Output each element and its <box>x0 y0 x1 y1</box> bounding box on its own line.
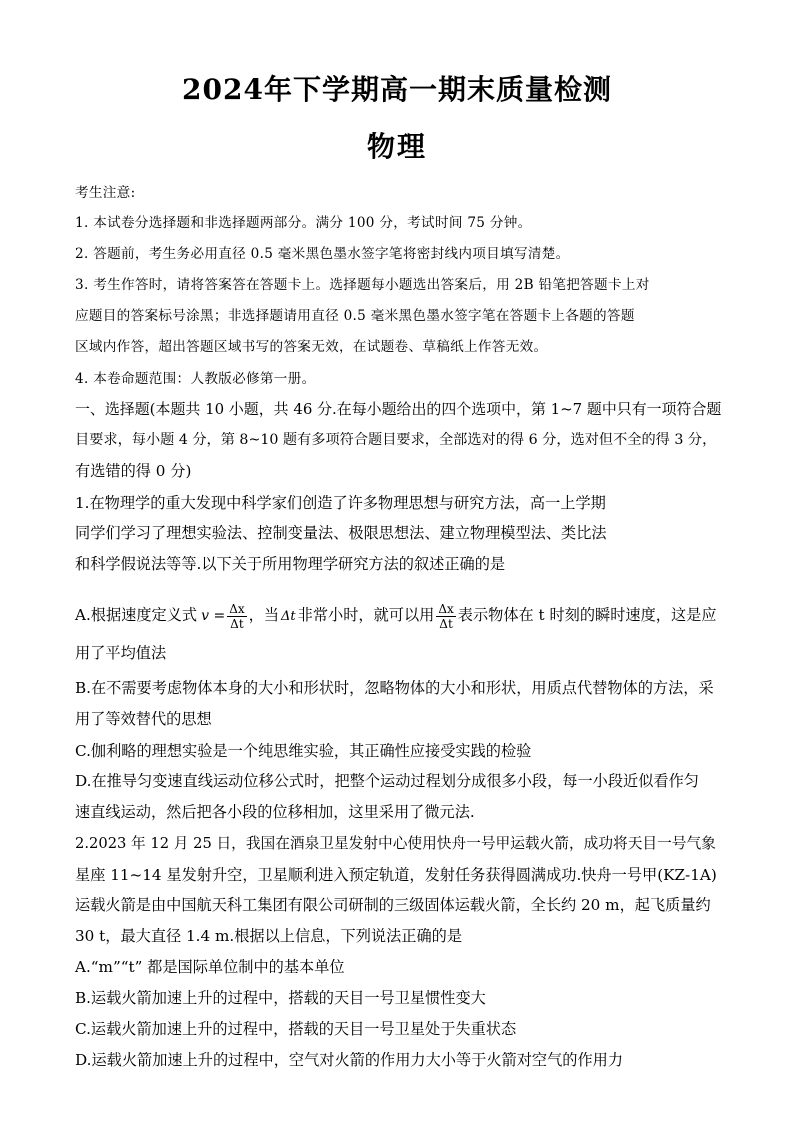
question-2-stem: 运载火箭是由中国航天科工集团有限公司研制的三级固体运载火箭，全长约 20 m，起飞质量约 <box>75 896 711 914</box>
question-2-stem: 2.2023 年 12 月 25 日，我国在酒泉卫星发射中心使用快舟一号甲运载火箭，成功将天目一号气象 <box>75 835 716 852</box>
question-2-stem: 星座 11~14 星发射升空，卫星顺利进入预定轨道，发射任务获得圆满成功.快舟一号甲(KZ-1A) <box>75 866 717 884</box>
notice-item: 4. 本卷命题范围：人教版必修第一册。 <box>75 371 316 387</box>
question-1-option-b: 用了等效替代的思想 <box>75 710 212 728</box>
delta-t-symbol: Δt <box>281 609 296 624</box>
velocity-symbol: v = <box>201 608 226 624</box>
option-a-text: A.根据速度定义式 <box>75 606 198 624</box>
question-2-stem: 30 t，最大直径 1.4 m.根据以上信息，下列说法正确的是 <box>75 927 463 945</box>
section-heading: 有选错的得 0 分) <box>75 462 192 480</box>
notice-item: 1. 本试卷分选择题和非选择题两部分。满分 100 分，考试时间 75 分钟。 <box>75 215 532 231</box>
notice-heading: 考生注意: <box>75 185 136 201</box>
notice-item: 区域内作答，超出答题区域书写的答案无效，在试题卷、草稿纸上作答无效。 <box>75 339 548 355</box>
question-2-option-d: D.运载火箭加速上升的过程中，空气对火箭的作用力大小等于火箭对空气的作用力 <box>75 1051 624 1069</box>
ratio-fraction: $\frac{\Delta x}{\Delta t}$ <box>438 601 454 631</box>
question-1-option-b: B.在不需要考虑物体本身的大小和形状时，忽略物体的大小和形状，用质点代替物体的方法，采 <box>75 679 714 697</box>
subject-title: 物理 <box>366 130 427 163</box>
question-2-option-c: C.运载火箭加速上升的过程中，搭载的天目一号卫星处于失重状态 <box>75 1020 517 1038</box>
exam-title: 2024年下学期高一期末质量检测 <box>182 73 612 106</box>
notice-item: 2. 答题前，考生务必用直径 0.5 毫米黑色墨水签字笔将密封线内项目填写清楚。 <box>75 246 570 262</box>
question-2-option-a: A.“m”“t” 都是国际单位制中的基本单位 <box>75 958 345 976</box>
question-1-option-c: C.伽利略的理想实验是一个纯思维实验，其正确性应接受实践的检验 <box>75 742 532 760</box>
velocity-fraction: $\frac{\Delta x}{\Delta t}$ <box>229 601 245 631</box>
question-2-option-b: B.运载火箭加速上升的过程中，搭载的天目一号卫星惯性变大 <box>75 989 486 1007</box>
notice-item: 3. 考生作答时，请将答案答在答题卡上。选择题每小题选出答案后，用 2B 铅笔把答题卡上对 <box>75 277 650 293</box>
question-1-option-d: D.在推导匀变速直线运动位移公式时，把整个运动过程划分成很多小段，每一小段近似看作匀 <box>75 772 699 790</box>
question-1-stem: 1.在物理学的重大发现中科学家们创造了许多物理思想与研究方法，高一上学期 <box>75 494 606 512</box>
notice-item: 应题目的答案标号涂黑；非选择题请用直径 0.5 毫米黑色墨水签字笔在答题卡上各题的答题 <box>75 308 635 324</box>
question-1-stem: 同学们学习了理想实验法、控制变量法、极限思想法、建立物理模型法、类比法 <box>75 524 607 542</box>
section-heading: 一、选择题(本题共 10 小题，共 46 分.在每小题给出的四个选项中，第 1~7 题中只有一项符合题 <box>75 400 722 418</box>
section-heading: 目要求，每小题 4 分，第 8~10 题有多项符合题目要求，全部选对的得 6 分，选对但不全的得 3 分， <box>75 432 717 448</box>
question-1-option-d: 速直线运动，然后把各小段的位移相加，这里采用了微元法. <box>75 803 475 821</box>
question-1-option-a: A.根据速度定义式 v = $\frac{\Delta x}{\Delta t}$ ，当 Δt 非常小时，就可以用 $\frac{\Delta x}{\Delta t}$ 表示物体在 t 时刻的瞬时速度，这是应 <box>75 598 725 634</box>
question-1-option-a: 用了平均值法 <box>75 644 167 662</box>
question-1-stem: 和科学假说法等等.以下关于所用物理学研究方法的叙述正确的是 <box>75 555 506 573</box>
